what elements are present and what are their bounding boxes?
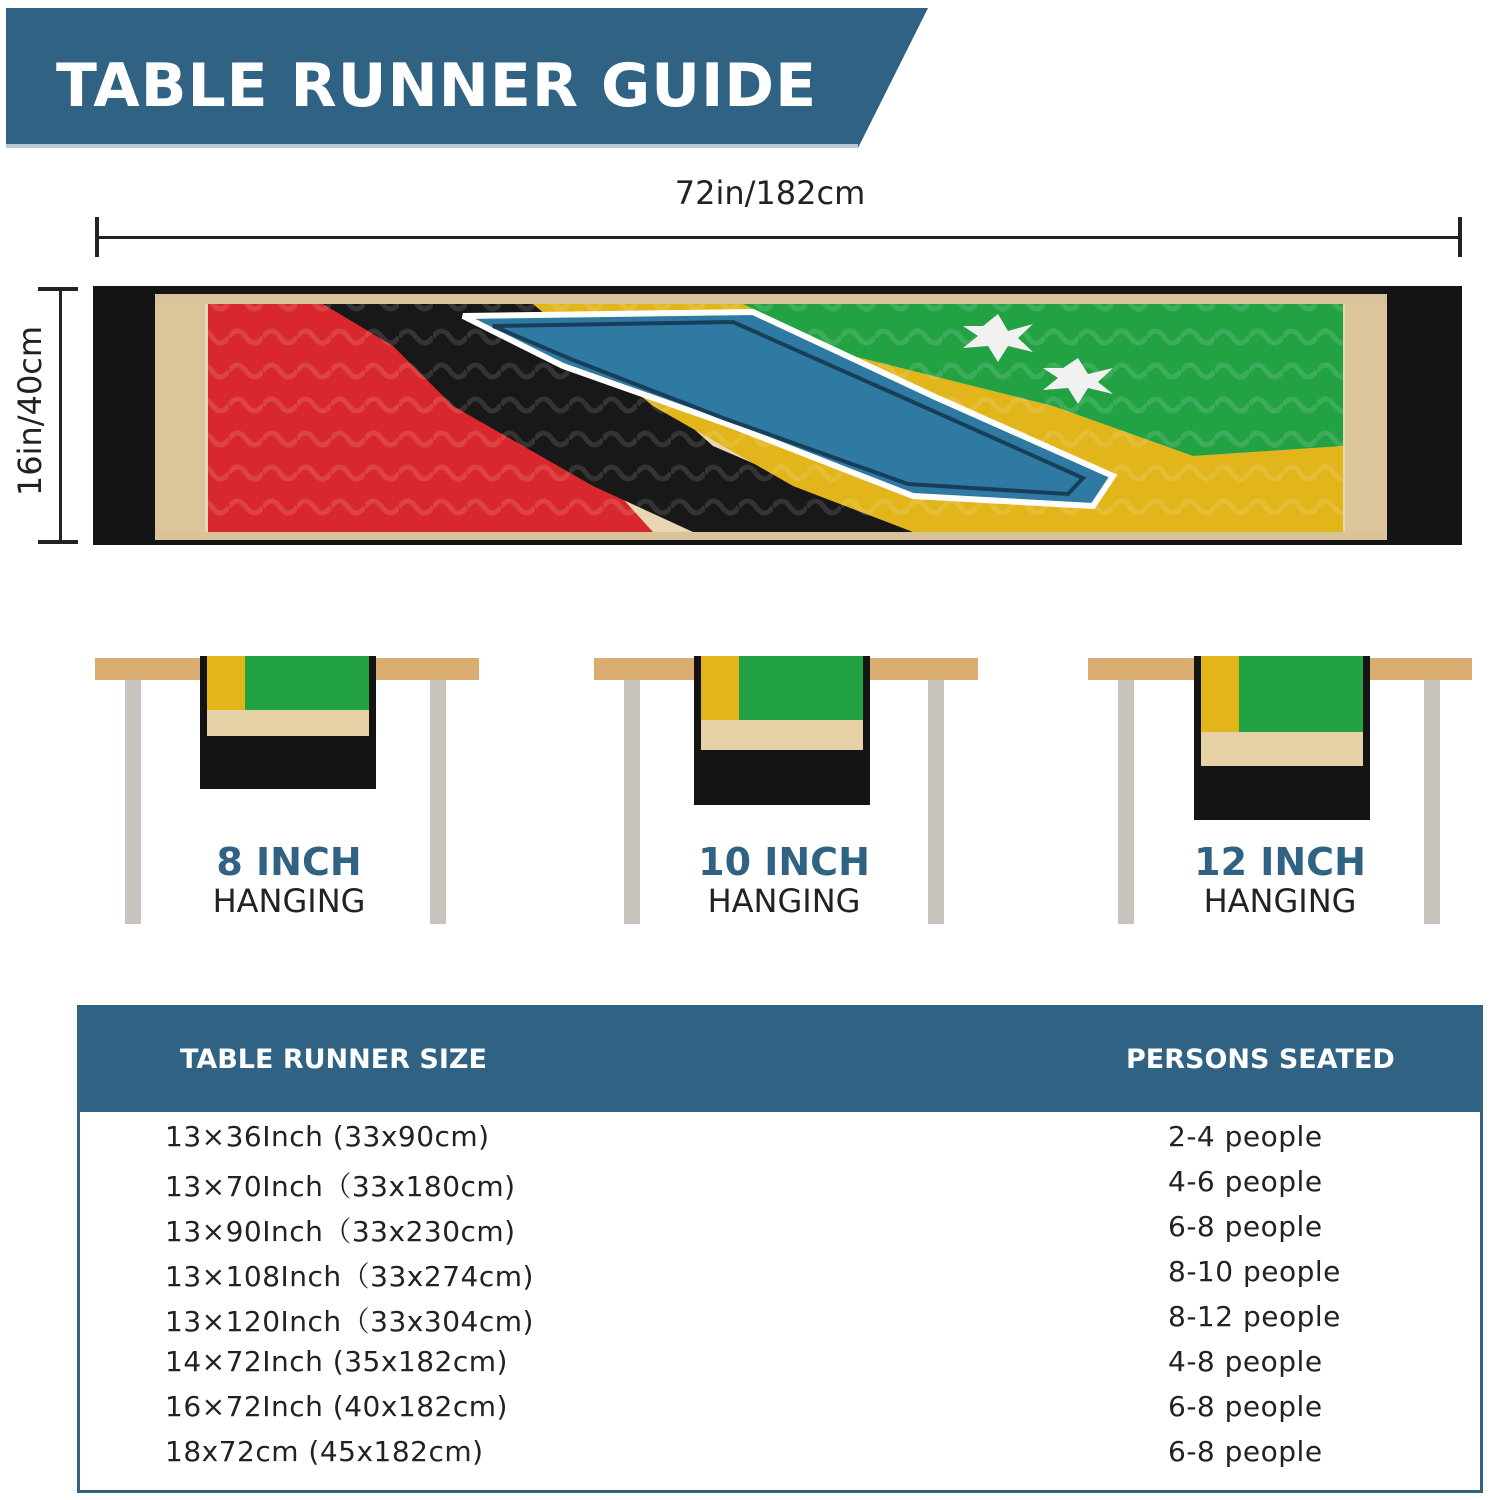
runner-size-cell: 13×36Inch (33x90cm): [165, 1120, 490, 1153]
height-dimension-line: [59, 288, 62, 543]
hanging-label-12: [1090, 842, 1470, 920]
table-row: [80, 1255, 1480, 1300]
runner-size-cell: 13×70Inch（33x180cm): [165, 1170, 516, 1203]
hanging-label-10: [594, 842, 974, 920]
persons-seated-cell: 2-4 people: [1168, 1120, 1323, 1153]
hanging-word: HANGING: [212, 882, 366, 920]
hanging-size: 8 INCH: [216, 840, 362, 884]
height-dimension-tick-top: [38, 287, 78, 291]
width-dimension-line: [96, 236, 1462, 239]
persons-seated-cell: 6-8 people: [1168, 1435, 1323, 1468]
size-table-body: [80, 1120, 1480, 1480]
persons-seated-cell: 8-12 people: [1168, 1300, 1341, 1333]
runner-size-cell: 13×120Inch（33x304cm): [165, 1305, 534, 1338]
hanging-word: HANGING: [707, 882, 861, 920]
persons-seated-cell: 6-8 people: [1168, 1210, 1323, 1243]
runner-size-cell: 16×72Inch (40x182cm): [165, 1390, 508, 1423]
runner-size-cell: 14×72Inch (35x182cm): [165, 1345, 508, 1378]
width-dimension-label: 72in/182cm: [674, 174, 866, 212]
width-dimension-tick-right: [1458, 217, 1462, 257]
header-persons-seated: PERSONS SEATED: [1126, 1044, 1395, 1075]
hanging-size: 12 INCH: [1194, 840, 1366, 884]
table-row: [80, 1435, 1480, 1480]
persons-seated-cell: 4-8 people: [1168, 1345, 1323, 1378]
table-row: [80, 1120, 1480, 1165]
table-runner-image: [93, 286, 1462, 545]
runner-size-cell: 18x72cm (45x182cm): [165, 1435, 484, 1468]
size-table-header: [80, 1008, 1480, 1112]
table-row: [80, 1300, 1480, 1345]
table-row: [80, 1165, 1480, 1210]
size-table: [77, 1005, 1483, 1493]
persons-seated-cell: 8-10 people: [1168, 1255, 1341, 1288]
runner-size-cell: 13×108Inch（33x274cm): [165, 1260, 534, 1293]
hanging-word: HANGING: [1203, 882, 1357, 920]
table-row: [80, 1390, 1480, 1435]
hanging-label-8: [99, 842, 479, 920]
table-row: [80, 1345, 1480, 1390]
persons-seated-cell: 4-6 people: [1168, 1165, 1323, 1198]
persons-seated-cell: 6-8 people: [1168, 1390, 1323, 1423]
height-dimension-tick-bottom: [38, 540, 78, 544]
table-row: [80, 1210, 1480, 1255]
title-banner: [6, 8, 928, 148]
height-dimension-label: 16in/40cm: [11, 325, 49, 497]
header-runner-size: TABLE RUNNER SIZE: [180, 1044, 487, 1075]
hanging-size: 10 INCH: [698, 840, 870, 884]
width-dimension-tick-left: [95, 217, 99, 257]
runner-size-cell: 13×90Inch（33x230cm): [165, 1215, 516, 1248]
page-title: TABLE RUNNER GUIDE: [56, 51, 818, 121]
